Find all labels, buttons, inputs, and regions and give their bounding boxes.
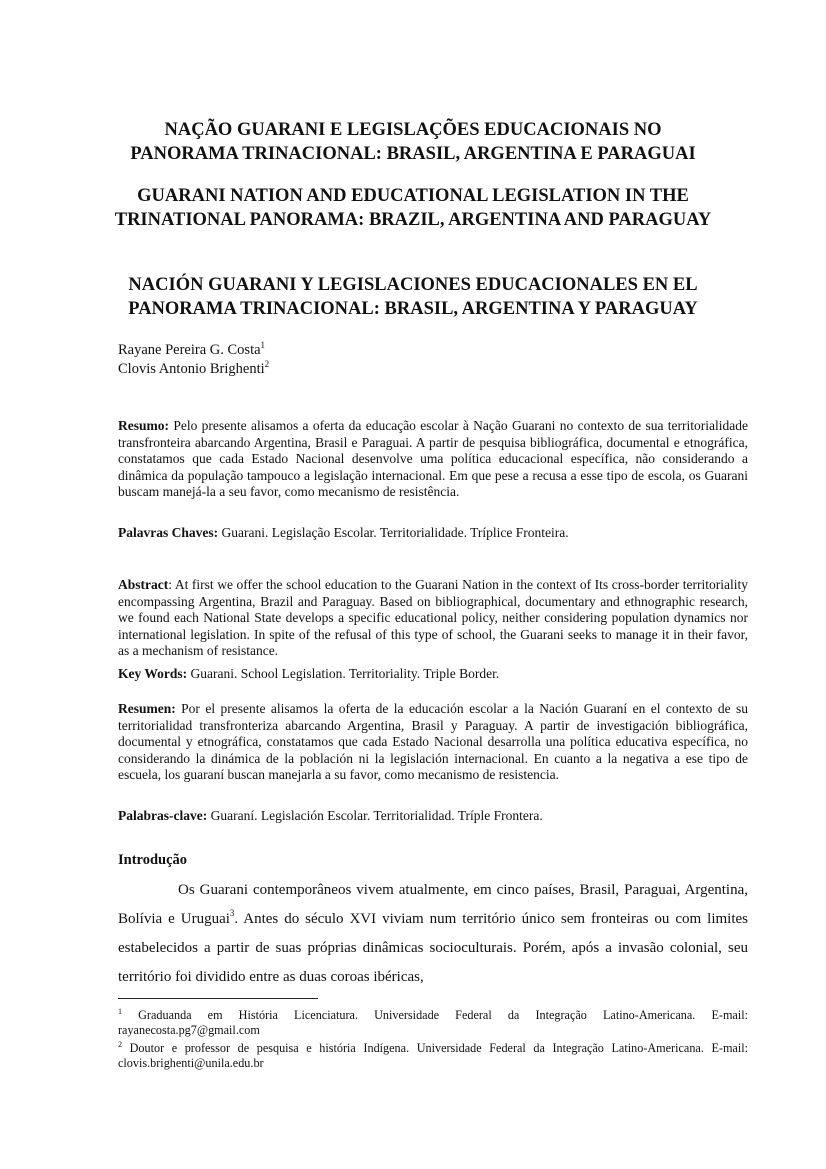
footnote-mark-3: 3: [229, 908, 235, 918]
resumen-paragraph: [118, 701, 748, 784]
resumo-text: Pelo presente alisamos a oferta da educação escolar à Nação Guarani no contexto de sua territorialidade transfronteira abarcando Argentina, Brasil e Paraguai. A partir de pesquisa bibliográfica, documental e etnográfica, constatamos que cada Estado Nacional desenvolve uma política educacional específica, não considerando a dinâmica da população tampouco a legislação internacional. Em que pese a recusa a esse tipo de escola, os Guarani buscam manejá-la a seu favor, como mecanismo de resistência.: [118, 418, 748, 500]
author-1-footnote-mark: 1: [260, 340, 266, 350]
footnote-2-text: Doutor e professor de pesquisa e história Indígena. Universidade Federal da Integração Latino-Americana. E-mail: clovis.brighenti@unila.edu.br: [118, 1041, 749, 1070]
palavras-chaves: [118, 525, 748, 542]
title-portuguese: NAÇÃO GUARANI E LEGISLAÇÕES EDUCACIONAIS NO PANORAMA TRINACIONAL: BRASIL, ARGENTINA E PARAGUAI: [130, 120, 696, 164]
footnote-2: [118, 1041, 748, 1071]
intro-paragraph: [118, 876, 748, 992]
intro-text-part-2: . Antes do século XVI viviam num território único sem fronteiras ou com limites estabelecidos a partir de suas próprias dinâmicas socioculturais. Porém, após a invasão colonial, seu território foi dividido entre as duas coroas ibéricas,: [118, 911, 748, 985]
footnote-divider: [118, 998, 318, 999]
resumo-label: Resumo:: [118, 418, 169, 433]
author-1-name: Rayane Pereira G. Costa: [118, 342, 261, 358]
key-words-label: Key Words:: [118, 666, 188, 681]
intro-text-part-1: Os Guarani contemporâneos vivem atualmente, em cinco países, Brasil, Paraguai, Argentina, Bolívia e Uruguai: [118, 882, 748, 927]
key-words: [118, 666, 748, 683]
resumen-text: Por el presente alisamos la oferta de la educación escolar a la Nación Guaraní en el contexto de su territorialidad transfronteriza abarcando Argentina, Brasil y Paraguay. A partir de investigación bibliográfica, documental y etnográfica, constatamos que cada Estado Nacional desarrolla una política educativa específica, no considerando la dinámica de la población ni la legislación internacional. En cuanto a la negativa a ese tipo de escuela, los guaraní buscan manejarla a su favor, como mecanismo de resistencia.: [118, 701, 748, 783]
author-2-name: Clovis Antonio Brighenti: [118, 361, 265, 377]
footnote-1-mark: 1: [118, 1007, 122, 1016]
palabras-clave-text: Guaraní. Legislación Escolar. Territorialidad. Tríple Frontera.: [210, 808, 543, 823]
abstract-text: : At first we offer the school education to the Guarani Nation in the context of Its cross-border territoriality encompassing Argentina, Brazil and Paraguay. Based on bibliographical, documentary and ethnographic research, we found each National State develops a specific educational policy, neither considering population dynamics nor international legislation. In spite of the refusal of this type of school, the Guarani seeks to manage it in their favor, as a mechanism of resistance.: [118, 577, 748, 659]
title-spanish: NACIÓN GUARANI Y LEGISLACIONES EDUCACIONALES EN EL PANORAMA TRINACIONAL: BRASIL, ARGENTINA Y PARAGUAY: [128, 275, 698, 319]
author-1: [118, 341, 269, 360]
footnote-2-mark: 2: [118, 1040, 122, 1049]
author-list: [118, 341, 269, 379]
author-2: [118, 360, 269, 379]
resumo-paragraph: [118, 418, 748, 501]
resumen-label: Resumen:: [118, 701, 176, 716]
section-heading-introducao: Introdução: [118, 852, 188, 868]
footnote-1-text: Graduanda em História Licenciatura. Universidade Federal da Integração Latino-Americana. E-mail: rayanecosta.pg7@gmail.com: [118, 1008, 748, 1037]
footnote-1: [118, 1008, 748, 1038]
palavras-chaves-text: Guarani. Legislação Escolar. Territorialidade. Tríplice Fronteira.: [221, 525, 569, 540]
abstract-label: Abstract: [118, 577, 169, 592]
palabras-clave-label: Palabras-clave:: [118, 808, 208, 823]
palavras-chaves-label: Palavras Chaves:: [118, 525, 219, 540]
author-2-footnote-mark: 2: [264, 359, 270, 369]
palabras-clave: [118, 808, 748, 825]
abstract-paragraph: [118, 577, 748, 660]
title-english: GUARANI NATION AND EDUCATIONAL LEGISLATION IN THE TRINATIONAL PANORAMA: BRAZIL, ARGENTINA AND PARAGUAY: [114, 186, 712, 230]
key-words-text: Guarani. School Legislation. Territoriality. Triple Border.: [190, 666, 500, 681]
